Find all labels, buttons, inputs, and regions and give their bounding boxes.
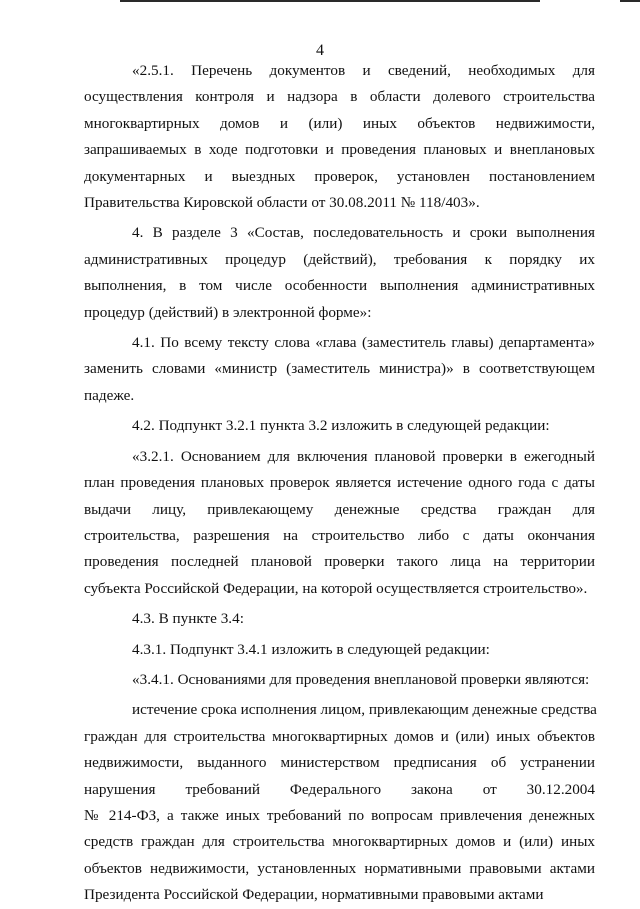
text-line: 4.1. По всему тексту слова «глава (заместитель главы) департамента» xyxy=(132,334,595,352)
text-line: субъекта Российской Федерации, на которой осуществляется строительство». xyxy=(84,579,588,597)
text-line: выдачи лицу, привлекающему денежные средства граждан для xyxy=(84,500,595,518)
paragraph xyxy=(84,444,595,602)
text-line: Правительства Кировской области от 30.08.2011 № 118/403». xyxy=(84,194,480,212)
text-line: заменить словами «министр (заместитель министра)» в соответствующем xyxy=(84,360,595,378)
paragraph xyxy=(84,697,595,908)
paragraph xyxy=(84,413,595,439)
text-line: объектов недвижимости, установленных нормативными правовыми актами xyxy=(84,859,595,877)
text-line: 4.3. В пункте 3.4: xyxy=(132,610,244,628)
text-line: недвижимости, выданного министерством предписания об устранении xyxy=(84,754,595,772)
paragraph xyxy=(84,220,595,326)
text-line: строительства, разрешения на строительство либо с даты окончания xyxy=(84,526,595,544)
paragraph xyxy=(84,667,595,693)
text-line: нарушения требований Федерального закона от 30.12.2004 xyxy=(84,780,595,798)
text-line: средств граждан для строительства многоквартирных домов и (или) иных xyxy=(84,833,595,851)
text-line: Президента Российской Федерации, нормативными правовыми актами xyxy=(84,886,544,904)
text-line: многоквартирных домов и (или) иных объектов недвижимости, xyxy=(84,114,595,132)
text-line: документарных и выездных проверок, установлен постановлением xyxy=(84,167,595,185)
text-line: план проведения плановых проверок является истечение одного года с даты xyxy=(84,474,595,492)
scan-edge-mark xyxy=(620,0,640,2)
paragraph xyxy=(84,330,595,409)
text-line: 4.2. Подпункт 3.2.1 пункта 3.2 изложить в следующей редакции: xyxy=(132,417,550,435)
text-line: административных процедур (действий), требования к порядку их xyxy=(84,250,595,268)
scan-edge-mark xyxy=(120,0,540,2)
text-line: запрашиваемых в ходе подготовки и проведения плановых и внеплановых xyxy=(84,141,595,159)
text-line: выполнения, в том числе особенности выполнения административных xyxy=(84,277,595,295)
document-body xyxy=(84,58,595,909)
text-line: граждан для строительства многоквартирных домов и (или) иных объектов xyxy=(84,727,595,745)
text-line: «3.4.1. Основаниями для проведения внеплановой проверки являются: xyxy=(132,670,590,688)
text-line: осуществления контроля и надзора в области долевого строительства xyxy=(84,88,595,106)
text-line: «3.2.1. Основанием для включения плановой проверки в ежегодный xyxy=(132,447,595,465)
text-line: № 214-ФЗ, а также иных требований по вопросам привлечения денежных xyxy=(84,806,595,824)
text-line: истечение срока исполнения лицом, привлекающим денежные средства xyxy=(132,701,597,719)
paragraph xyxy=(84,637,595,663)
page-number: 4 xyxy=(316,42,324,59)
text-line: процедур (действий) в электронной форме»: xyxy=(84,303,372,321)
paragraph xyxy=(84,606,595,632)
text-line: падеже. xyxy=(84,386,135,404)
paragraph xyxy=(84,58,595,216)
text-line: «2.5.1. Перечень документов и сведений, необходимых для xyxy=(132,62,595,79)
text-line: 4.3.1. Подпункт 3.4.1 изложить в следующей редакции: xyxy=(132,640,490,658)
text-line: 4. В разделе 3 «Состав, последовательность и сроки выполнения xyxy=(132,224,595,242)
text-line: проведения последней плановой проверки такого лица на территории xyxy=(84,553,595,571)
